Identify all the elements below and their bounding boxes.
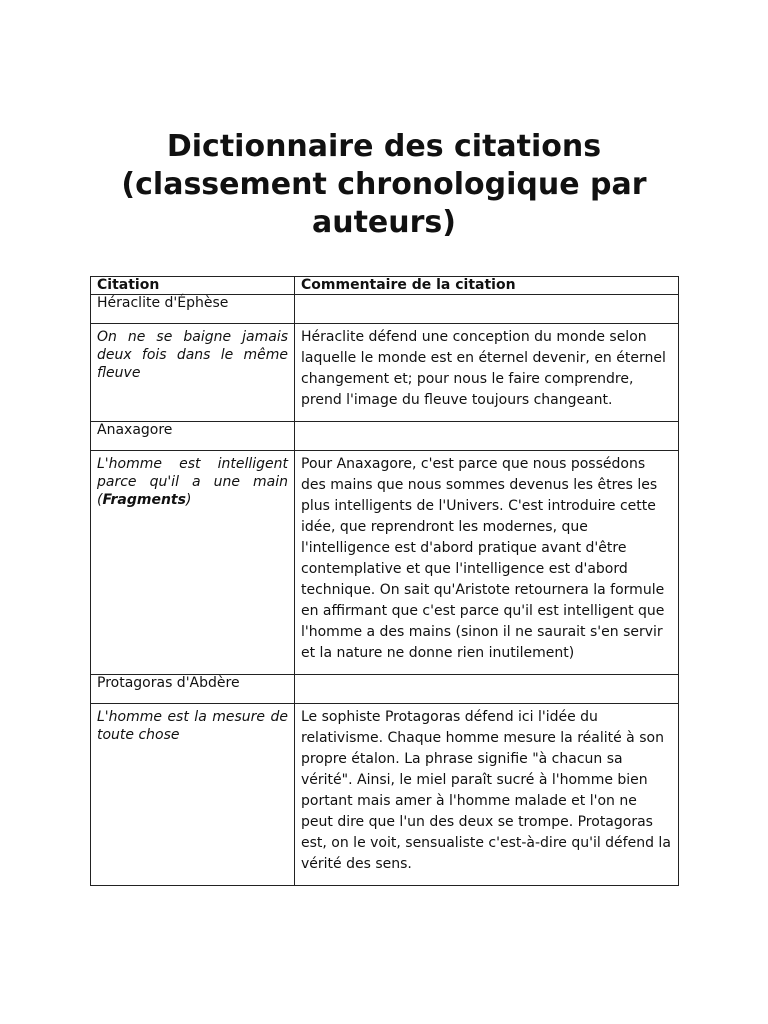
author-row-empty-cell	[295, 675, 679, 704]
citation-comment: Le sophiste Protagoras défend ici l'idée du relativisme. Chaque homme mesure la réalité à son propre étalon. La phrase signifie "à chacun sa vérité". Ainsi, le miel paraît sucré à l'homme bien portant mais amer à l'homme malade et l'on ne peut dire que l'un des deux se trompe. Protagoras est, on le voit, sensualiste c'est-à-dire qu'il défend la vérité des sens.	[295, 704, 679, 886]
author-row-empty-cell	[295, 422, 679, 451]
author-name: Protagoras d'Abdère	[91, 675, 295, 704]
citation-source: Fragments	[102, 492, 186, 508]
citation-row	[91, 704, 679, 886]
citation-row	[91, 324, 679, 422]
column-header-comment: Commentaire de la citation	[295, 277, 679, 295]
citation-comment: Pour Anaxagore, c'est parce que nous possédons des mains que nous sommes devenus les êtres les plus intelligents de l'Univers. C'est introduire cette idée, que reprendront les modernes, que l'intelligence est d'abord pratique avant d'être contemplative et que l'intelligence est d'abord technique. On sait qu'Aristote retournera la formule en affirmant que c'est parce qu'il est intelligent que l'homme a des mains (sinon il ne saurait s'en servir et la nature ne donne rien inutilement)	[295, 451, 679, 675]
citation-quote: On ne se baigne jamais deux fois dans le même fleuve	[97, 329, 288, 381]
table-header-row	[91, 277, 679, 295]
citation-comment: Héraclite défend une conception du monde selon laquelle le monde est en éternel devenir, en éternel changement et; pour nous le faire comprendre, prend l'image du fleuve toujours changeant.	[295, 324, 679, 422]
author-name: Héraclite d'Éphèse	[91, 295, 295, 324]
page-title: Dictionnaire des citations (classement chronologique par auteurs)	[121, 129, 647, 240]
column-header-citation: Citation	[91, 277, 295, 295]
author-row	[91, 675, 679, 704]
citation-quote: L'homme est la mesure de toute chose	[97, 709, 288, 743]
author-row	[91, 422, 679, 451]
citations-table	[90, 276, 679, 886]
author-name: Anaxagore	[91, 422, 295, 451]
citation-quote: L'homme est intelligent parce qu'il a une main (	[97, 456, 288, 508]
author-row-empty-cell	[295, 295, 679, 324]
citation-text	[91, 324, 295, 422]
citation-quote-end: )	[185, 492, 192, 508]
citation-row	[91, 451, 679, 675]
citation-text	[91, 451, 295, 675]
citation-text	[91, 704, 295, 886]
author-row	[91, 295, 679, 324]
